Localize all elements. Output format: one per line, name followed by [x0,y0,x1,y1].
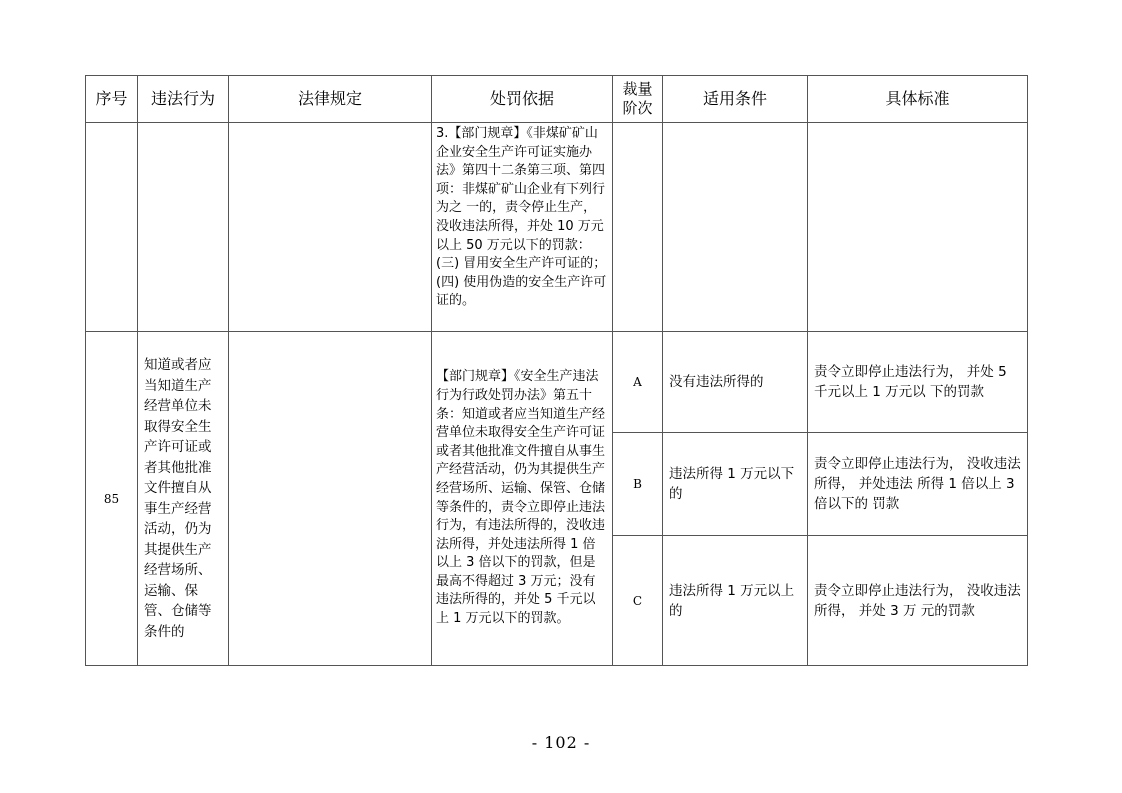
continued-law-cell [229,123,432,332]
penalty-table [85,75,1028,666]
seq-cell: 85 [86,332,138,666]
condition-cell-b: 违法所得 1 万元以下的 [663,433,808,536]
continued-condition-cell [663,123,808,332]
condition-cell-a: 没有违法所得的 [663,332,808,433]
tier-cell-a: A [613,332,663,433]
continued-seq-cell [86,123,138,332]
header-tier: 裁量 阶次 [613,76,663,123]
standard-cell-b: 责令立即停止违法行为， 没收违法所得， 并处违法 所得 1 倍以上 3 倍以下的 罚款 [808,433,1028,536]
header-standard: 具体标准 [808,76,1028,123]
page-number: - 102 - [531,733,591,752]
continued-standard-cell [808,123,1028,332]
table-row-continued [86,123,1028,332]
header-law: 法律规定 [229,76,432,123]
continued-tier-cell [613,123,663,332]
table-row-85-tier-a [86,332,1028,433]
header-basis: 处罚依据 [432,76,613,123]
law-cell [229,332,432,666]
violation-cell: 知道或者应当知道生产经营单位未取得安全生产许可证或者其他批准文件擅自从事生产经营活动，仍为其提供生产经营场所、运输、保管、仓储等条件的 [138,332,229,666]
continued-basis-cell: 3.【部门规章】《非煤矿矿山企业安全生产许可证实施办法》第四十二条第三项、第四项：非煤矿矿山企业有下列行为之 一的，责令停止生产，没收违法所得，并处 10 万元以上 50 万元以下的罚款： (三) 冒用安全生产许可证的； (四) 使用伪造的安全生产许可证的。 [432,123,613,332]
condition-cell-c: 违法所得 1 万元以上的 [663,536,808,666]
header-seq: 序号 [86,76,138,123]
header-condition: 适用条件 [663,76,808,123]
standard-cell-a: 责令立即停止违法行为， 并处 5 千元以上 1 万元以 下的罚款 [808,332,1028,433]
tier-cell-c: C [613,536,663,666]
standard-cell-c: 责令立即停止违法行为， 没收违法所得， 并处 3 万 元的罚款 [808,536,1028,666]
tier-cell-b: B [613,433,663,536]
continued-violation-cell [138,123,229,332]
header-violation: 违法行为 [138,76,229,123]
header-row [86,76,1028,123]
basis-cell: 【部门规章】《安全生产违法行为行政处罚办法》第五十条：知道或者应当知道生产经营单位未取得安全生产许可证或者其他批准文件擅自从事生产经营活动，仍为其提供生产经营场所、运输、保管、仓储等条件的，责令立即停止违法行为，有违法所得的，没收违法所得，并处违法所得 1 倍以上 3 倍以下的罚款，但是最高不得超过 3 万元；没有违法所得的，并处 5 千元以上 1 万元以下的罚款。 [432,332,613,666]
